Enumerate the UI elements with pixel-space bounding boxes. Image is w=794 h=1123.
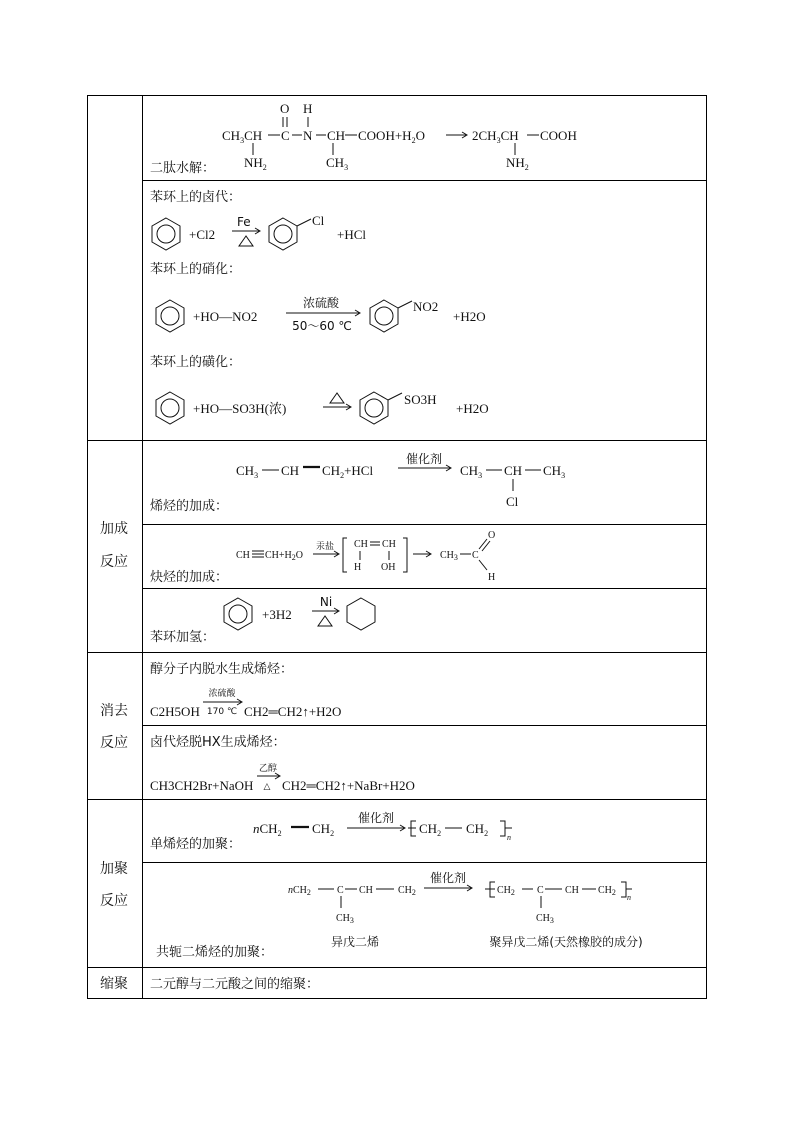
svg-text:CH3: $CH_3$ [536,913,554,925]
category-polymerization-line2: 反应 [100,893,128,909]
label-mono-polymerization: 单烯烃的加聚： [150,837,242,852]
dehydration-product: CH2═CH2↑+H2O [244,704,342,719]
nitration-equation [156,295,486,333]
nitration-byproduct: +H2O [453,309,486,324]
dehydration-reactant: C2H5OH [150,704,200,719]
svg-text:CH2: $CH_2$ [497,885,515,897]
svg-text:CH2: $CH_2$ [398,885,416,897]
category-condensation: 缩聚 [100,976,128,992]
mono-polymerization-equation [253,810,512,842]
label-sulfonation: 苯环上的磺化： [150,355,242,370]
svg-text:nCH2: nCH$_2$ [288,885,311,897]
svg-text:CH3: $CH_3$ [236,463,259,480]
svg-text:CH3: $CH_3$ [460,463,483,480]
label-alkene-addition: 烯烃的加成： [150,499,229,514]
category-polymerization-line1: 加聚 [100,861,128,877]
diene-polymerization-equation [288,870,632,925]
benzenesulfonic-ring-icon [360,392,402,424]
halogenation-equation [152,213,366,250]
svg-text:CH3CH: $CH_3CH$ [222,128,263,145]
label-condensation: 二元醇与二元酸之间的缩聚： [150,977,320,992]
svg-text:H: H [303,101,313,116]
svg-text:CH: CH [281,463,300,478]
svg-text:NH2: $NH_2$ [506,155,529,172]
cyclohexane-ring-icon [347,598,375,630]
benzene-ring-icon [152,218,180,250]
alkyne-addition-equation [236,530,495,583]
category-addition-line1: 加成 [100,521,128,537]
halogenation-reagent: +Cl2 [189,227,216,242]
dehydration-cond-top: 浓硫酸 [208,689,236,699]
svg-text:CH: CH [236,550,250,561]
svg-text:CH2: $CH_2$ [312,821,335,838]
alcohol-dehydration-equation [150,687,341,719]
svg-text:COOH+H2O: $COOH+H_2O$ [358,128,425,145]
sulfonation-byproduct: +H2O [456,401,489,416]
sulfonation-reagent: +HO—SO3H(浓) [193,401,287,416]
elimination-reactant: CH3CH2Br+NaOH [150,778,254,793]
elimination-cond-top: 乙醇 [258,764,278,774]
label-alkyne-addition: 炔烃的加成： [150,570,229,585]
nitration-reagent: +HO—NO2 [193,309,258,324]
svg-text:CH3: $CH_3$ [326,155,349,172]
mono-poly-cond-top: 催化剂 [357,811,395,825]
category-elimination-line1: 消去 [100,703,128,719]
svg-text:CH: CH [359,885,373,896]
svg-text:N: N [303,128,313,143]
svg-text:CH2: $CH_2$ [466,821,489,838]
svg-text:nCH2: nCH$_2$ [253,821,282,838]
svg-text:CH: CH [354,539,368,550]
svg-text:CH: CH [565,885,579,896]
svg-text:CH: CH [382,539,396,550]
label-nitration: 苯环上的硝化： [150,262,242,277]
benzene-hydrogenation-equation [224,595,375,630]
label-halogenation: 苯环上的卤代： [150,190,242,205]
benzene-ring-icon [156,300,184,332]
halogenation-substituent: Cl [312,213,325,228]
svg-text:CH: CH [327,128,346,143]
svg-text:C: C [281,128,290,143]
elimination-product: CH2═CH2↑+NaBr+H2O [282,778,415,793]
svg-text:CH2: $CH_2$ [419,821,442,838]
label-halide-elimination: 卤代烃脱HX生成烯烃： [150,735,286,750]
svg-text:O: O [488,530,496,541]
svg-text:n: n [507,833,511,842]
halogenation-byproduct: +HCl [337,227,367,242]
label-alcohol-dehydration: 醇分子内脱水生成烯烃： [150,662,294,677]
hydrogenation-reagent: +3H2 [262,607,292,622]
alkyne-cond-top: 汞盐 [315,542,335,552]
nitration-cond-bottom: 50～60 ℃ [292,319,352,333]
svg-text:CH3: $CH_3$ [336,913,354,925]
svg-text:C: C [337,885,344,896]
chlorobenzene-ring-icon [269,218,311,250]
sulfonation-equation [156,392,489,424]
dipeptide-hydrolysis-equation [222,101,577,172]
alkene-addition-equation [236,451,565,509]
svg-text:CH2: $CH_2$ [598,885,616,897]
sulfonation-cond-top [330,393,344,403]
hydrogenation-cond-top: Ni [319,595,333,609]
diene-poly-cond-top: 催化剂 [429,871,467,885]
benzene-ring-icon [224,598,252,630]
nitration-cond-top: 浓硫酸 [302,296,340,310]
svg-text:2CH3CH: $2CH_3CH$ [472,128,519,145]
nitration-substituent: NO2 [413,299,439,314]
svg-text:OH: OH [381,562,396,573]
label-benzene-hydrogenation: 苯环加氢： [150,630,216,645]
svg-text:CH+H2O: $CH+H_2O$ [265,550,303,562]
alkene-substituent: Cl [506,494,519,509]
dehydration-cond-bottom: 170 ℃ [206,707,238,717]
diene-product-name: 聚异戊二烯(天然橡胶的成分) [489,935,643,949]
svg-text:O: O [280,101,290,116]
label-diene-polymerization: 共轭二烯烃的加聚： [156,945,274,960]
svg-text:CH: CH [504,463,523,478]
elimination-cond-bottom: △ [263,782,271,792]
svg-text:H: H [488,572,496,583]
category-elimination-line2: 反应 [100,735,128,751]
svg-text:CH2+HCl: $CH_2+HCl$ [322,463,374,480]
svg-text:H: H [354,562,362,573]
alkene-cond-top: 催化剂 [405,452,443,466]
label-dipeptide-hydrolysis: 二肽水解： [150,161,216,176]
diene-reactant-name: 异戊二烯 [330,935,380,949]
svg-text:C: C [472,550,479,561]
category-addition-line2: 反应 [100,554,128,570]
svg-text:COOH: COOH [540,128,577,143]
benzene-ring-icon [156,392,184,424]
halide-elimination-equation [150,762,415,793]
svg-text:CH3: $CH_3$ [543,463,566,480]
sulfonation-substituent: SO3H [404,392,437,407]
svg-text:C: C [537,885,544,896]
svg-text:CH3: $CH_3$ [440,550,458,562]
halogenation-cond-top: Fe [237,215,251,229]
svg-text:NH2: $NH_2$ [244,155,267,172]
nitrobenzene-ring-icon [370,300,412,332]
svg-text:n: n [627,893,631,902]
